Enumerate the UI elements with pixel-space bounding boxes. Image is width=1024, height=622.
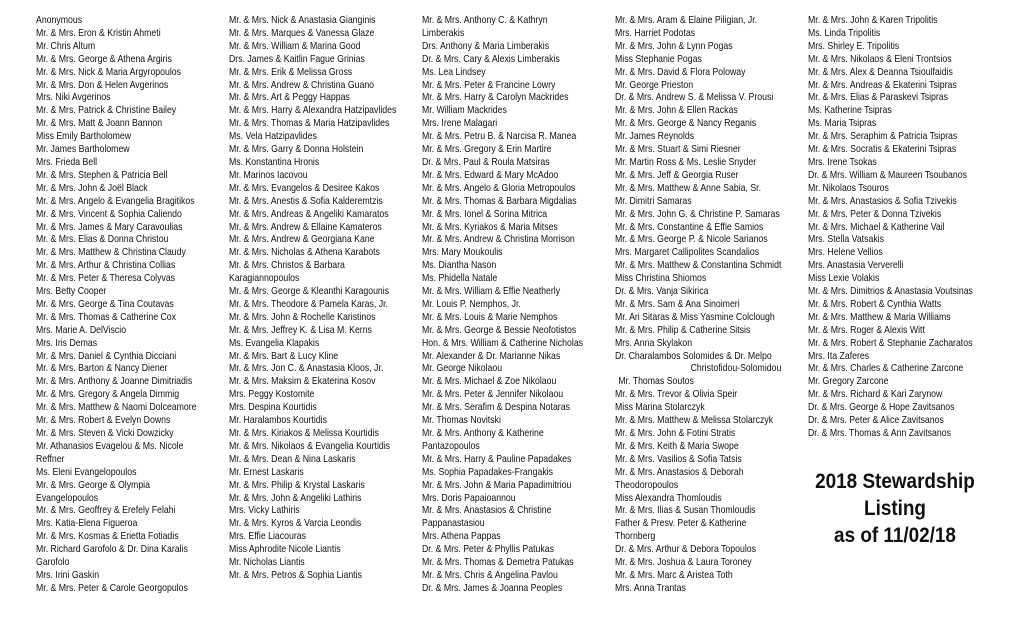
donor-name: Mrs. Despina Kourtidis (229, 402, 317, 414)
donor-name: Mr. & Mrs. Ilias & Susan Thomloudis (615, 505, 756, 517)
donor-name: Mr. & Mrs. George & Kleanthi Karagounis (229, 286, 390, 298)
donor-name: Mr. & Mrs. Jon C. & Anastasia Kloos, Jr. (229, 363, 384, 375)
donor-name: Mr. & Mrs. Andrew & Ellaine Kamateros (229, 221, 382, 233)
donor-name: Father & Presv. Peter & Katherine (615, 518, 747, 530)
donor-name: Mr. & Mrs. Michael & Katherine Vail (808, 221, 945, 233)
donor-name: Mr. & Mrs. Harry & Carolyn Mackrides (422, 92, 569, 104)
donor-name: Mr. & Mrs. John & Fotini Stratis (615, 428, 736, 439)
donor-name: Mr. & Mrs. Christos & Barbara (229, 260, 345, 272)
donor-name: Mr. Athanasios Evagelou & Ms. Nicole (36, 440, 184, 452)
title-line-1: 2018 Stewardship (815, 470, 975, 493)
donor-name: Mr. & Mrs. Angelo & Evangelia Bragitikos (36, 195, 195, 207)
donor-name: Mr. & Mrs. Petru B. & Narcisa R. Manea (422, 131, 577, 143)
donor-name: Reffner (36, 453, 65, 465)
donor-name: Drs. Anthony & Maria Limberakis (422, 40, 550, 52)
donor-name: Mr. & Mrs. Anthony & Katherine (422, 428, 544, 439)
donor-name: Dr. & Mrs. Paul & Roula Matsiras (422, 156, 550, 168)
donor-name: Mrs. Betty Cooper (36, 286, 107, 298)
donor-name: Mr. & Mrs. George & Tina Coutavas (36, 298, 174, 310)
donor-name: Miss Emily Bartholomew (36, 131, 132, 143)
donor-name: Mr. & Mrs. Philip & Catherine Sitsis (615, 324, 751, 336)
donor-name: Mr. & Mrs. Theodore & Pamela Karas, Jr. (229, 298, 388, 310)
donor-name: Mr. & Mrs. Joshua & Laura Toroney (615, 557, 752, 569)
donor-name: Mrs. Doris Papaioannou (422, 492, 516, 504)
donor-name: Mr. & Mrs. Constantine & Effie Samios (615, 221, 764, 233)
donor-name: Mr. William Mackrides (422, 105, 507, 117)
donor-name: Mr. & Mrs. Harry & Alexandra Hatzipavlides (229, 105, 397, 117)
donor-name: Mr. & Mrs. Ionel & Sorina Mitrica (422, 208, 548, 220)
donor-name: Hon. & Mrs. William & Catherine Nicholas (422, 337, 584, 349)
donor-name: Mr. & Mrs. Nikolaos & Eleni Trontsios (808, 53, 952, 65)
donor-name: Mr. & Mrs. Louis & Marie Nemphos (422, 311, 558, 323)
donor-name: Dr. & Mrs. Andrew S. & Melissa V. Prousi (615, 92, 774, 104)
donor-name: Ms. Maria Tsipras (808, 118, 877, 130)
donor-name: Mr. & Mrs. Anastasios & Sofia Tzivekis (808, 195, 957, 207)
donor-name: Mr. Thomas Novitski (422, 415, 501, 427)
donor-name: Dr. & Mrs. Peter & Alice Zavitsanos (808, 415, 944, 427)
donor-name: Mr. & Mrs. George & Olympia (36, 479, 150, 491)
donor-name: Mr. Gregory Zarcone (808, 376, 889, 388)
donor-name: Mr. & Mrs. Kyros & Varcia Leondis (229, 518, 362, 530)
donor-name: Garofolo (36, 557, 70, 569)
donor-name: Mr. & Mrs. Trevor & Olivia Speir (615, 389, 738, 401)
donor-name: Mr. & Mrs. Alex & Deanna Tsioulfaidis (808, 66, 953, 78)
listing-title (810, 468, 981, 549)
donor-name: Mr. George Prieston (615, 79, 694, 91)
donor-name: Mr. & Mrs. Dimitrios & Anastasia Voutsinas (808, 286, 973, 298)
donor-name: Mr. & Mrs. John & Ellen Rackas (615, 105, 738, 117)
donor-name: Mr. & Mrs. Stuart & Simi Riesner (615, 144, 741, 156)
donor-name: Dr. & Mrs. Arthur & Debora Topoulos (615, 544, 757, 556)
donor-name: Mr. Ari Sitaras & Miss Yasmine Colclough (615, 311, 775, 323)
donor-name: Mr. & Mrs. Roger & Alexis Witt (808, 324, 925, 336)
donor-name: Mrs. Anastasia Ververelli (808, 260, 904, 272)
donor-name: Mr. Ernest Laskaris (229, 466, 304, 478)
donor-name: Mr. & Mrs. Matthew & Maria Williams (808, 311, 951, 323)
donor-name: Mr. & Mrs. Peter & Francine Lowry (422, 79, 556, 91)
donor-name: Mr. & Mrs. John & Maria Papadimitriou (422, 479, 572, 491)
donor-name: Ms. Linda Tripolitis (808, 27, 881, 39)
donor-name: Mrs. Katia-Elena Figueroa (36, 518, 138, 530)
donor-name: Mr. & Mrs. Robert & Cynthia Watts (808, 298, 942, 310)
donor-column-3 (422, 15, 583, 596)
donor-name: Mr. & Mrs. George & Bessie Neofotistos (422, 324, 577, 336)
donor-name: Mr. & Mrs. Nikolaos & Evangelia Kourtidis (229, 440, 391, 452)
donor-name: Pantazopoulos (422, 440, 480, 452)
donor-name: Mr. & Mrs. Geoffrey & Erefely Felahi (36, 505, 176, 517)
donor-name: Mr. & Mrs. Matthew & Christina Claudy (36, 247, 186, 259)
donor-name: Dr. & Mrs. George & Hope Zavitsanos (808, 402, 955, 414)
donor-name: Mr. & Mrs. Peter & Theresa Colyvas (36, 273, 176, 285)
donor-name: Miss Stephanie Pogas (615, 53, 702, 65)
donor-name: Mr. & Mrs. Elias & Donna Christou (36, 234, 169, 246)
title-line-2: Listing (864, 497, 926, 520)
donor-name: Mr. & Mrs. Nick & Maria Argyropoulos (36, 66, 182, 78)
donor-name: Mr. & Mrs. Socratis & Ekaterini Tsipras (808, 144, 957, 156)
donor-name: Mr. & Mrs. Edward & Mary McAdoo (422, 169, 559, 181)
donor-name: Mr. & Mrs. John & Joël Black (36, 182, 148, 194)
donor-name: Mr. & Mrs. Anastasios & Deborah (615, 466, 744, 478)
donor-name: Mrs. Iris Demas (36, 337, 98, 349)
donor-name: Mr. James Bartholomew (36, 144, 130, 156)
donor-name: Mr. & Mrs. Nicholas & Athena Karabots (229, 247, 380, 259)
donor-name: Mrs. Irene Malagari (422, 118, 498, 130)
donor-name: Mr. & Mrs. Kiriakos & Melissa Kourtidis (229, 428, 379, 439)
donor-name: Mr. & Mrs. Richard & Kari Zarynow (808, 389, 943, 401)
donor-name: Mr. Nikolaos Tsouros (808, 182, 889, 194)
donor-name: Mr. James Reynolds (615, 131, 695, 143)
donor-name: Mr. & Mrs. Keith & Maria Swope (615, 440, 739, 452)
donor-name: Mrs. Anna Trantas (615, 582, 686, 594)
donor-name: Pappanastasiou (422, 518, 485, 530)
donor-name: Mrs. Helene Vellios (808, 247, 883, 259)
donor-name: Mr. & Mrs. Serafim & Despina Notaras (422, 402, 570, 414)
donor-name: Mr. & Mrs. Michael & Zoe Nikolaou (422, 376, 557, 388)
donor-name: Mr. & Mrs. Robert & Evelyn Downs (36, 415, 171, 427)
donor-name: Dr. & Mrs. Vanja Sikirica (615, 286, 709, 298)
donor-name: Mr. & Mrs. George & Athena Argiris (36, 53, 172, 65)
donor-name: Mr. & Mrs. James & Mary Caravoulias (36, 221, 183, 233)
donor-name: Mr. & Mrs. Philip & Krystal Laskaris (229, 479, 365, 491)
donor-name: Mr. Dimitri Samaras (615, 195, 692, 207)
donor-name: Mr. & Mrs. Andreas & Angeliki Kamaratos (229, 208, 389, 220)
donor-name: Mrs. Irini Gaskin (36, 569, 100, 581)
donor-name: Thornberg (615, 531, 656, 543)
donor-name: Evangelopoulos (36, 492, 99, 504)
donor-name: Mr. & Mrs. Art & Peggy Happas (229, 92, 350, 104)
donor-name: Mr. & Mrs. Aram & Elaine Piligian, Jr. (615, 15, 758, 26)
donor-name: Mr. & Mrs. Gregory & Erin Martire (422, 144, 552, 156)
donor-name: Drs. James & Kaitlin Fague Grinias (229, 53, 365, 65)
donor-name: Mr. Richard Garofolo & Dr. Dina Karalis (36, 544, 188, 556)
donor-name: Mr. & Mrs. William & Marina Good (229, 40, 361, 52)
donor-name: Mr. Louis P. Nemphos, Jr. (422, 298, 521, 310)
donor-name: Mr. & Mrs. Petros & Sophia Liantis (229, 569, 362, 581)
donor-name: Mrs. Mary Moukoulis (422, 247, 503, 259)
donor-name: Miss Alexandra Thomloudis (615, 492, 722, 504)
donor-name: Mr. & Mrs. Anestis & Sofia Kalderemtzis (229, 195, 383, 207)
donor-name: Mr. & Mrs. John & Lynn Pogas (615, 40, 733, 52)
donor-name: Anonymous (36, 15, 83, 26)
donor-name: Mrs. Marie A. DelViscio (36, 324, 127, 336)
donor-name: Mr. & Mrs. Erik & Melissa Gross (229, 66, 353, 78)
donor-name: Miss Marina Stolarczyk (615, 402, 705, 414)
donor-name: Karagiannopoulos (229, 273, 300, 285)
donor-name: Mrs. Athena Pappas (422, 531, 501, 543)
donor-name: Mr. & Mrs. Patrick & Christine Bailey (36, 105, 177, 117)
donor-name: Mr. Nicholas Liantis (229, 557, 305, 569)
donor-name: Mr. & Mrs. Anthony & Joanne Dimitriadis (36, 376, 193, 388)
donor-column-4 (615, 15, 781, 596)
donor-name: Mrs. Effie Liacouras (229, 531, 306, 543)
donor-name: Ms. Sophia Papadakes-Frangakis (422, 466, 554, 478)
donor-name: Mr. Marinos Iacovou (229, 169, 308, 181)
donor-name: Mr. & Mrs. Eron & Kristin Ahmeti (36, 27, 161, 39)
donor-name: Mr. & Mrs. Marc & Aristea Toth (615, 569, 733, 581)
donor-name: Mrs. Frieda Bell (36, 156, 98, 168)
donor-name: Mrs. Stella Vatsakis (808, 234, 884, 246)
donor-name: Theodoropoulos (615, 479, 679, 491)
donor-name: Mr. Alexander & Dr. Marianne Nikas (422, 350, 561, 362)
donor-name: Mr. & Mrs. Gregory & Angela Dimmig (36, 389, 180, 401)
donor-name: Dr. & Mrs. Cary & Alexis Limberakis (422, 53, 560, 65)
donor-name: Mr. & Mrs. Anthony C. & Kathryn (422, 15, 548, 26)
donor-name: Mr. & Mrs. George & Nancy Reganis (615, 118, 757, 130)
donor-name: Mr. & Mrs. Robert & Stephanie Zacharatos (808, 337, 973, 349)
donor-name: Mr. & Mrs. Kosmas & Erietta Fotiadis (36, 531, 179, 543)
donor-name: Dr. & Mrs. Peter & Phyllis Patukas (422, 544, 554, 556)
donor-name: Dr. & Mrs. Thomas & Ann Zavitsanos (808, 428, 951, 439)
donor-name: Mr. & Mrs. Nick & Anastasia Gianginis (229, 15, 376, 26)
donor-name: Mr. & Mrs. Thomas & Maria Hatzipavlides (229, 118, 390, 130)
donor-column-2 (229, 15, 396, 583)
donor-name: Mr. & Mrs. Matt & Joann Bannon (36, 118, 163, 130)
donor-name: Mr. & Mrs. Andrew & Christina Morrison (422, 234, 575, 246)
donor-name: Dr. Charalambos Solomides & Dr. Melpo (615, 350, 772, 362)
donor-name: Ms. Evangelia Klapakis (229, 337, 320, 349)
donor-name: Christofidou-Solomidou (690, 363, 782, 375)
donor-name: Miss Aphrodite Nicole Liantis (229, 544, 341, 556)
donor-name: Mr. & Mrs. Peter & Donna Tzivekis (808, 208, 942, 220)
donor-name: Mr. & Mrs. Matthew & Naomi Dolceamore (36, 402, 197, 414)
donor-name: Mr. & Mrs. Chris & Angelina Pavlou (422, 569, 558, 581)
donor-name: Mr. & Mrs. Maksim & Ekaterina Kosov (229, 376, 376, 388)
donor-name: Mr. & Mrs. Don & Helen Avgerinos (36, 79, 169, 91)
donor-name: Mr. & Mrs. Peter & Carole Georgopulos (36, 582, 188, 594)
donor-name: Mr. & Mrs. Steven & Vicki Dowzicky (36, 428, 174, 439)
donor-name: Dr. & Mrs. William & Maureen Tsoubanos (808, 169, 967, 181)
donor-name: Ms. Katherine Tsipras (808, 105, 892, 117)
donor-name: Mr. & Mrs. Daniel & Cynthia Dicciani (36, 350, 177, 362)
donor-name: Mr. & Mrs. Thomas & Demetra Patukas (422, 557, 574, 569)
donor-name: Mr. & Mrs. Charles & Catherine Zarcone (808, 363, 964, 375)
donor-name: Mrs. Niki Avgerinos (36, 92, 111, 104)
donor-name: Limberakis (422, 27, 465, 39)
donor-name: Ms. Konstantina Hronis (229, 156, 320, 168)
donor-name: Mr. & Mrs. Anastasios & Christine (422, 505, 552, 517)
donor-name: Mr. & Mrs. Stephen & Patricia Bell (36, 169, 168, 181)
donor-column-5 (808, 15, 973, 441)
donor-name: Mrs. Irene Tsokas (808, 156, 877, 168)
donor-name: Mr. & Mrs. Arthur & Christina Collias (36, 260, 176, 272)
donor-name: Mrs. Peggy Kostomite (229, 389, 315, 401)
title-line-3: as of 11/02/18 (834, 524, 956, 547)
donor-name: Mr. & Mrs. Marques & Vanessa Glaze (229, 27, 375, 39)
donor-name: Mr. & Mrs. Elias & Paraskevi Tsipras (808, 92, 949, 104)
donor-name: Mr. & Mrs. Barton & Nancy Diener (36, 363, 168, 375)
donor-name: Ms. Eleni Evangelopoulos (36, 466, 137, 478)
donor-name: Miss Lexie Volakis (808, 273, 880, 285)
donor-name: Mr. & Mrs. Sam & Ana Sinoimeri (615, 298, 740, 310)
donor-name: Mr. George Nikolaou (422, 363, 503, 375)
donor-name: Mr. & Mrs. George P. & Nicole Sarianos (615, 234, 768, 246)
donor-name: Mr. & Mrs. David & Flora Poloway (615, 66, 746, 78)
donor-name: Mr. Martin Ross & Ms. Leslie Snyder (615, 156, 757, 168)
donor-name: Mr. & Mrs. Peter & Jennifer Nikolaou (422, 389, 564, 401)
donor-name: Ms. Diantha Nason (422, 260, 497, 272)
donor-name: Mr. & Mrs. Andrew & Christina Guano (229, 79, 375, 91)
donor-name: Mr. & Mrs. William & Effie Neatherly (422, 286, 561, 298)
donor-name: Mrs. Harriet Podotas (615, 27, 696, 39)
donor-column-1 (36, 15, 197, 596)
donor-name: Mrs. Margaret Callipolites Scandalios (615, 247, 760, 259)
donor-name: Mr. & Mrs. Harry & Pauline Papadakes (422, 453, 572, 465)
donor-name: Mrs. Ita Zaferes (808, 350, 870, 362)
donor-name: Mr. & Mrs. Dean & Nina Laskaris (229, 453, 356, 465)
donor-name: Mr. & Mrs. John & Karen Tripolitis (808, 15, 938, 26)
donor-name: Mr. & Mrs. Garry & Donna Holstein (229, 144, 364, 156)
donor-name: Mr. & Mrs. Matthew & Constantina Schmidt (615, 260, 782, 272)
donor-name: Ms. Lea Lindsey (422, 66, 486, 78)
donor-name: Mr. & Mrs. Andreas & Ekaterini Tsipras (808, 79, 957, 91)
donor-name: Mr. & Mrs. Vincent & Sophia Caliendo (36, 208, 182, 220)
donor-name: Miss Christina Shiomos (615, 273, 707, 285)
donor-name: Mr. Chris Altum (36, 40, 96, 52)
donor-name: Mr. & Mrs. Matthew & Melissa Stolarczyk (615, 415, 774, 427)
donor-name: Mr. & Mrs. Matthew & Anne Sabia, Sr. (615, 182, 762, 194)
donor-name: Mrs. Vicky Lathiris (229, 505, 300, 517)
donor-name: Mr. & Mrs. Jeffrey K. & Lisa M. Kerns (229, 324, 372, 336)
donor-name: Mr. & Mrs. Jeff & Georgia Ruser (615, 169, 739, 181)
donor-name: Mr. & Mrs. Vasilios & Sofia Tatsis (615, 453, 742, 465)
donor-name: Mr. & Mrs. Thomas & Barbara Migdalias (422, 195, 577, 207)
donor-name: Dr. & Mrs. James & Joanna Peoples (422, 582, 563, 594)
donor-name: Mr. Thomas Soutos (618, 376, 694, 388)
donor-name: Mr. & Mrs. Bart & Lucy Kline (229, 350, 339, 362)
donor-name: Ms. Vela Hatzipavlides (229, 131, 317, 143)
donor-name: Mr. & Mrs. Angelo & Gloria Metropoulos (422, 182, 576, 194)
donor-name: Mr. & Mrs. Thomas & Catherine Cox (36, 311, 177, 323)
donor-name: Mrs. Shirley E. Tripolitis (808, 40, 900, 52)
donor-name: Mrs. Anna Skylakon (615, 337, 693, 349)
donor-name: Mr. & Mrs. Kyriakos & Maria Mitses (422, 221, 558, 233)
donor-name: Mr. & Mrs. Andrew & Georgiana Kane (229, 234, 375, 246)
donor-name: Mr. & Mrs. John & Angeliki Lathiris (229, 492, 362, 504)
donor-name: Ms. Phidella Natale (422, 273, 498, 285)
donor-name: Mr. & Mrs. John & Rochelle Karistinos (229, 311, 376, 323)
donor-name: Mr. & Mrs. Seraphim & Patricia Tsipras (808, 131, 958, 143)
donor-name: Mr. & Mrs. John G. & Christine P. Samaras (615, 208, 780, 220)
donor-name: Mr. Haralambos Kourtidis (229, 415, 327, 427)
donor-name: Mr. & Mrs. Evangelos & Desiree Kakos (229, 182, 380, 194)
